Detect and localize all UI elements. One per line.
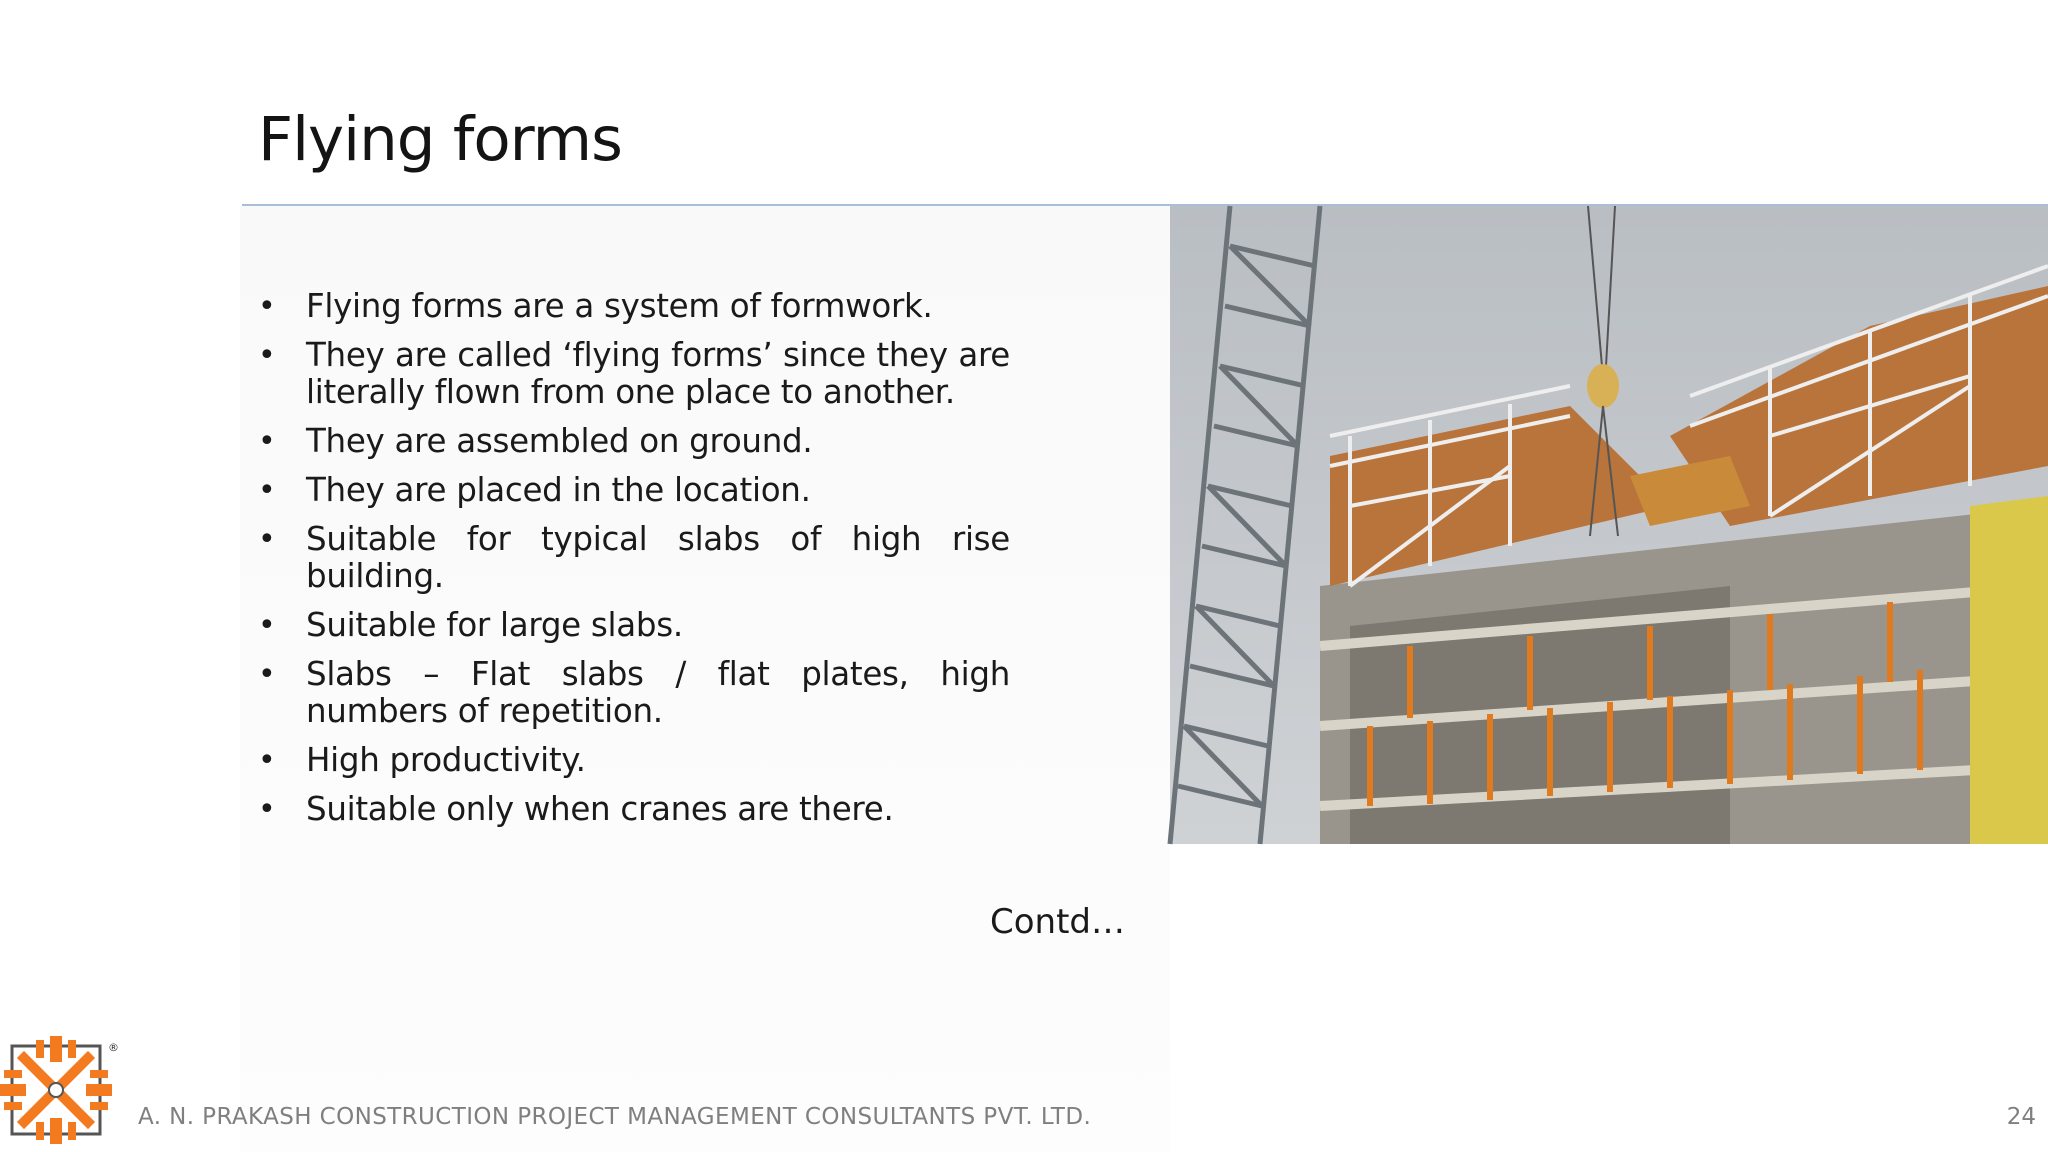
construction-site-image <box>1170 206 2048 844</box>
bullet-icon: • <box>258 608 276 643</box>
bullet-text: Suitable only when cranes are there. <box>306 790 894 828</box>
bullet-text: They are placed in the location. <box>306 471 811 509</box>
bullet-icon: • <box>258 792 276 827</box>
bullet-item <box>258 288 1010 325</box>
bullet-item <box>258 472 1010 509</box>
bullet-text: Suitable for large slabs. <box>306 606 683 644</box>
page-number: 24 <box>2006 1104 2036 1130</box>
footer-company-name: A. N. PRAKASH CONSTRUCTION PROJECT MANAGEMENT CONSULTANTS PVT. LTD. <box>138 1104 1092 1130</box>
bullet-icon: • <box>258 743 276 778</box>
slide-title: Flying forms <box>258 104 622 175</box>
bullet-icon: • <box>258 657 276 692</box>
bullet-item <box>258 656 1010 730</box>
bullet-text: Flying forms are a system of formwork. <box>306 287 933 325</box>
construction-photo-illustration <box>1170 206 2048 844</box>
continued-label: Contd… <box>990 902 1126 942</box>
company-logo-graphic <box>0 1036 119 1148</box>
bullet-item <box>258 337 1010 411</box>
bullet-text: They are called ‘flying forms’ since they are literally flown from one place to another. <box>306 336 1010 411</box>
bullet-icon: • <box>258 424 276 459</box>
bullet-item <box>258 742 1010 779</box>
company-logo-icon <box>0 1036 119 1148</box>
bullet-list <box>258 288 1010 840</box>
registered-mark: ® <box>108 1041 119 1054</box>
bullet-item <box>258 791 1010 828</box>
bullet-item <box>258 521 1010 595</box>
bullet-icon: • <box>258 522 276 557</box>
bullet-text: High productivity. <box>306 741 586 779</box>
bullet-item <box>258 607 1010 644</box>
bullet-icon: • <box>258 289 276 324</box>
bullet-icon: • <box>258 473 276 508</box>
bullet-text: They are assembled on ground. <box>306 422 813 460</box>
bullet-text: Slabs – Flat slabs / flat plates, high numbers of repetition. <box>306 655 1010 730</box>
bullet-icon: • <box>258 338 276 373</box>
bullet-item <box>258 423 1010 460</box>
bullet-text: Suitable for typical slabs of high rise building. <box>306 520 1010 595</box>
